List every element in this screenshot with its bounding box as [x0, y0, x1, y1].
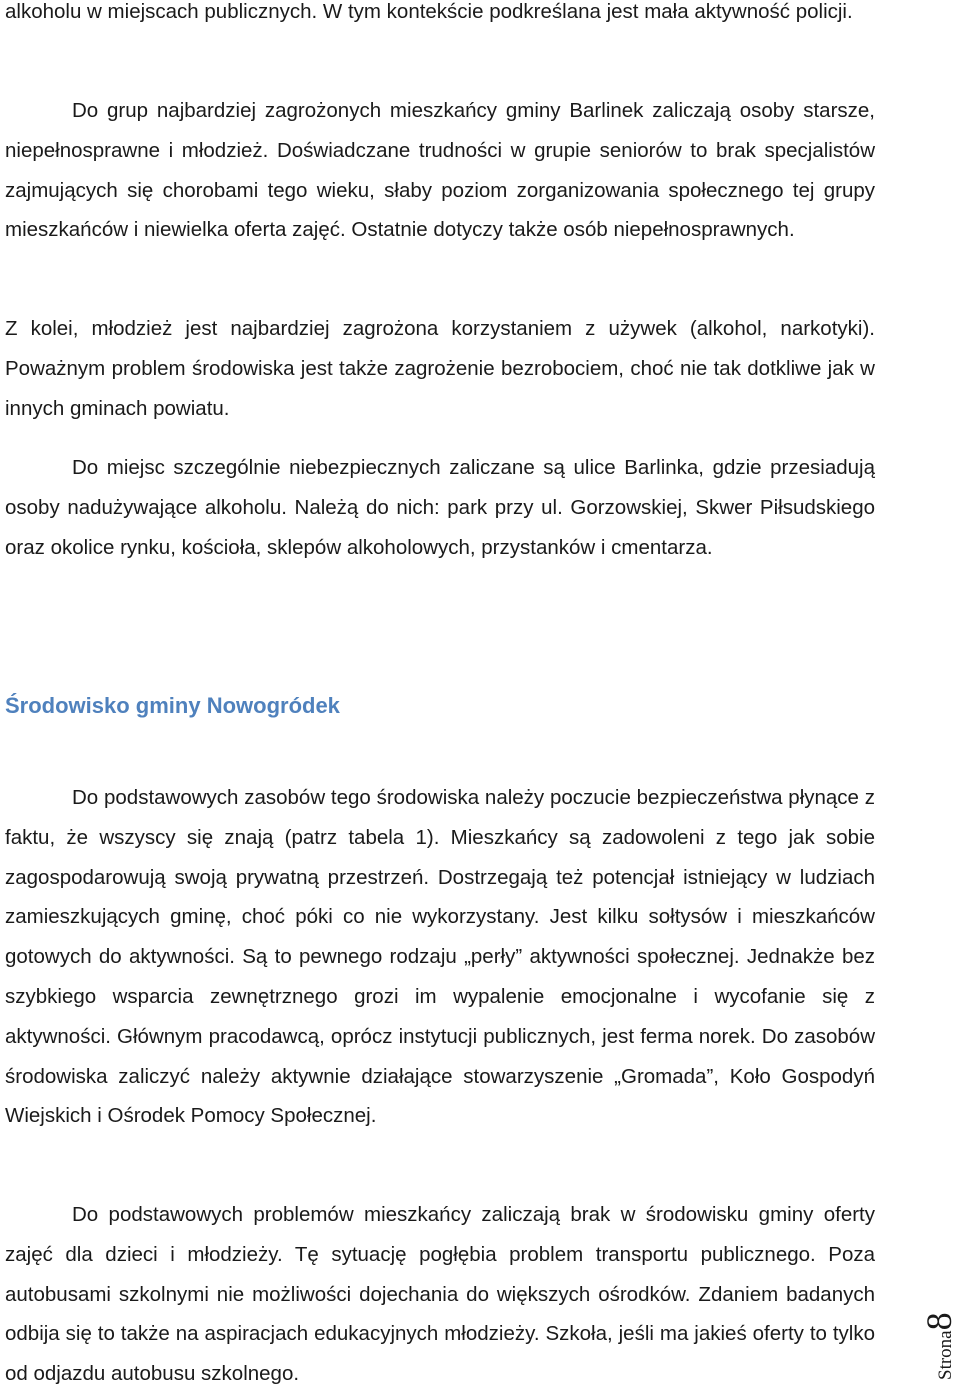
- page-number-label: [918, 1280, 960, 1388]
- page-word: Strona: [935, 1330, 956, 1380]
- page-number: 8: [919, 1312, 959, 1331]
- paragraph-6: Do podstawowych problemów mieszkańcy zaliczają brak w środowisku gminy oferty zajęć dla dzieci i młodzieży. Tę sytuację pogłębia problem transportu publicznego. Poza autobusami szkolnymi nie możliwości dojechania do większych ośrodków. Zdaniem badanych odbija się to także na aspiracjach edukacyjnych młodzieży. Szkoła, jeśli ma jakieś oferty to tylko od odjazdu autobusu szkolnego.: [5, 1203, 875, 1386]
- paragraph-4: Do miejsc szczególnie niebezpiecznych zaliczane są ulice Barlinka, gdzie przesiadują osoby nadużywające alkoholu. Należą do nich: park przy ul. Gorzowskiej, Skwer Piłsudskiego oraz okolice rynku, kościoła, sklepów alkoholowych, przystanków i cmentarza.: [5, 456, 875, 559]
- section-heading: Środowisko gminy Nowogródek: [5, 693, 340, 718]
- paragraph-1: alkoholu w miejscach publicznych. W tym kontekście podkreślana jest mała aktywność policji.: [5, 0, 853, 23]
- paragraph-5: Do podstawowych zasobów tego środowiska należy poczucie bezpieczeństwa płynące z faktu, że wszyscy się znają (patrz tabela 1). Mieszkańcy są zadowoleni z tego jak sobie zagospodarowują swoją prywatną przestrzeń. Dostrzegają też potencjał istniejący w ludziach zamieszkujących gminę, choć póki co nie wykorzystany. Jest kilku sołtysów i mieszkańców gotowych do aktywności. Są to pewnego rodzaju „perły” aktywności społecznej. Jednakże bez szybkiego wsparcia zewnętrznego grozi im wypalenie emocjonalne i wycofanie się z aktywności. Głównym pracodawcą, oprócz instytucji publicznych, jest ferma norek. Do zasobów środowiska zaliczyć należy aktywnie działające stowarzyszenie „Gromada”, Koło Gospodyń Wiejskich i Ośrodek Pomocy Społecznej.: [5, 786, 875, 1128]
- paragraph-2: Do grup najbardziej zagrożonych mieszkańcy gminy Barlinek zaliczają osoby starsze, niepełnosprawne i młodzież. Doświadczane trudności w grupie seniorów to brak specjalistów zajmujących się chorobami tego wieku, słaby poziom zorganizowania społecznego tej grupy mieszkańców i niewielka oferta zajęć. Ostatnie dotyczy także osób niepełnosprawnych.: [5, 99, 875, 242]
- page-number-text: [918, 1312, 960, 1380]
- paragraph-3: Z kolei, młodzież jest najbardziej zagrożona korzystaniem z używek (alkohol, narkotyki). Poważnym problem środowiska jest także zagrożenie bezrobociem, choć nie tak dotkliwe jak w innych gminach powiatu.: [5, 317, 875, 420]
